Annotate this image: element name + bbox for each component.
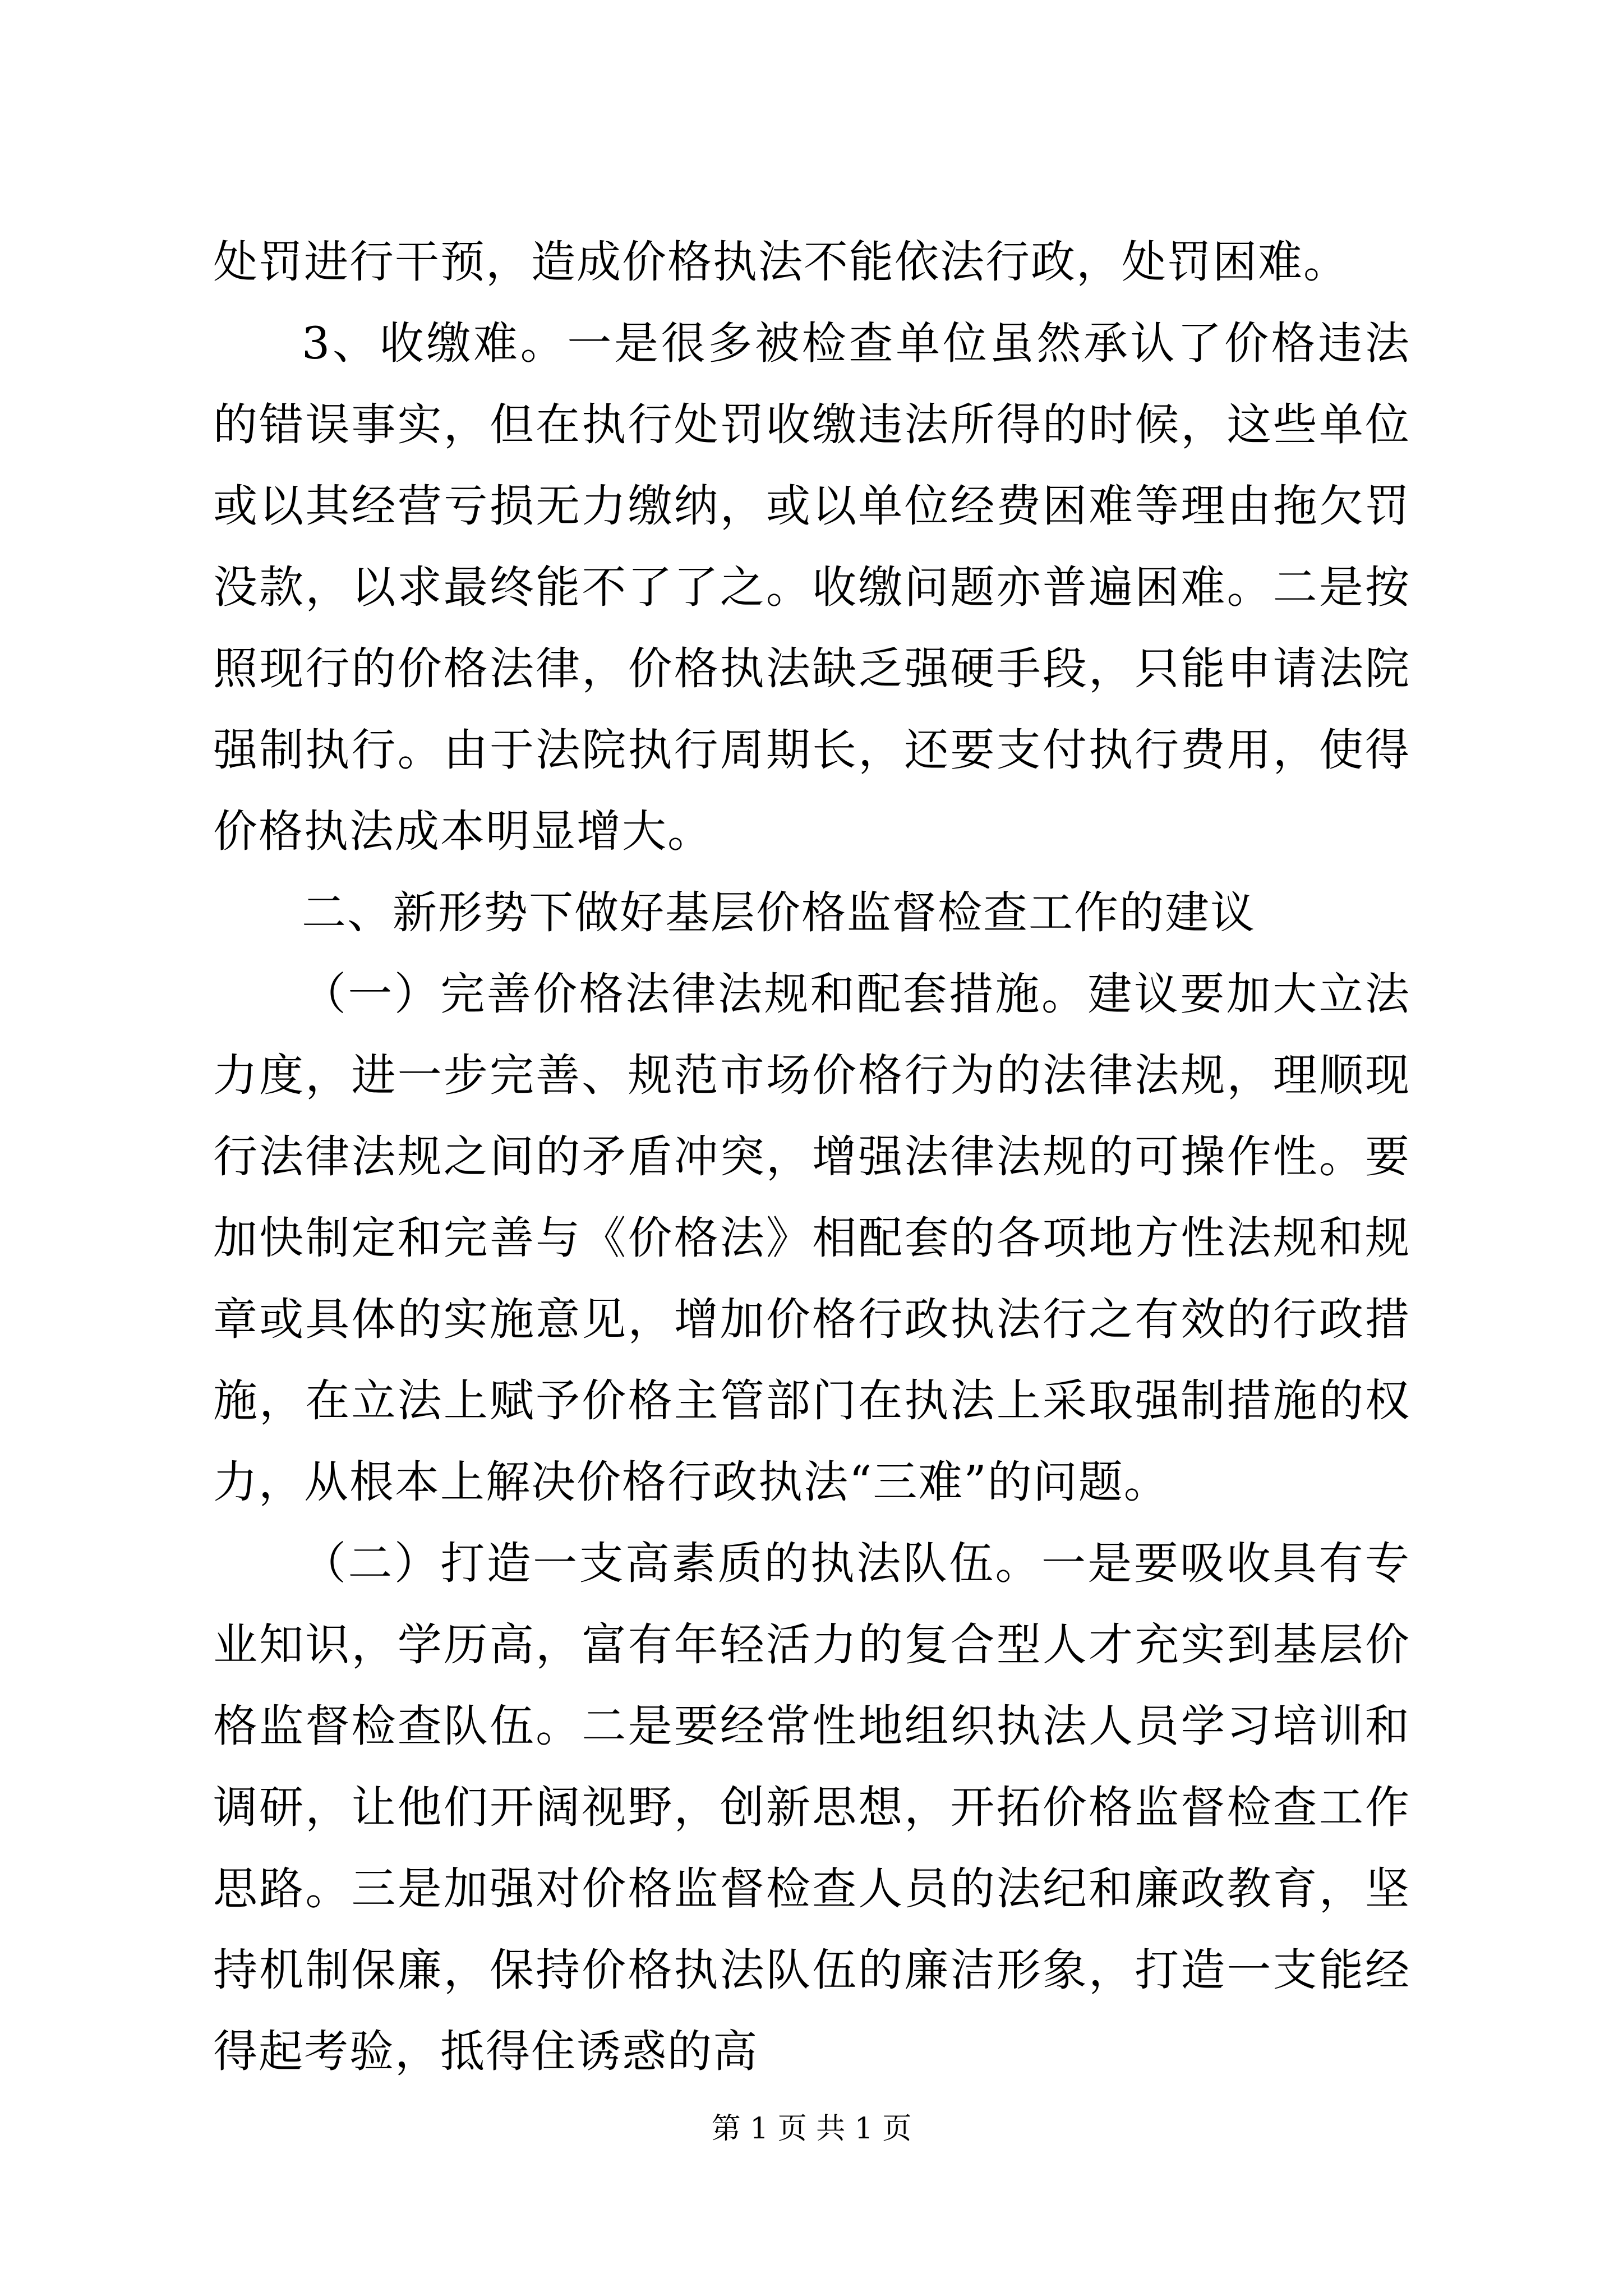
paragraph-collection-difficulty: 3、收缴难。一是很多被检查单位虽然承认了价格违法的错误事实，但在执行处罚收缴违法所得的时候，这些单位或以其经营亏损无力缴纳，或以单位经费困难等理由拖欠罚没款，以求最终能不了了之。收缴问题亦普遍困难。二是按照现行的价格法律，价格执法缺乏强硬手段，只能申请法院强制执行。由于法院执行周期长，还要支付执行费用，使得价格执法成本明显增大。 bbox=[213, 318, 1410, 857]
paragraph-continuation: 处罚进行干预，造成价格执法不能依法行政，处罚困难。 bbox=[213, 236, 1349, 288]
section-heading-suggestions: 二、新形势下做好基层价格监督检查工作的建议 bbox=[302, 887, 1256, 938]
page-number-footer: 第 1 页 共 1 页 bbox=[711, 2112, 912, 2146]
paragraph-improve-laws: （一）完善价格法律法规和配套措施。建议要加大立法力度，进一步完善、规范市场价格行为的法律法规，理顺现行法律法规之间的矛盾冲突，增强法律法规的可操作性。要加快制定和完善与《价格法》相配套的各项地方性法规和规章或具体的实施意见，增加价格行政执法行之有效的行政措施，在立法上赋予价格主管部门在执法上采取强制措施的权力，从根本上解决价格行政执法“三难”的问题。 bbox=[213, 968, 1410, 1508]
paragraph-build-team: （二）打造一支高素质的执法队伍。一是要吸收具有专业知识，学历高，富有年轻活力的复合型人才充实到基层价格监督检查队伍。二是要经常性地组织执法人员学习培训和调研，让他们开阔视野，创新思想，开拓价格监督检查工作思路。三是加强对价格监督检查人员的法纪和廉政教育，坚持机制保廉，保持价格执法队伍的廉洁形象，打造一支能经得起考验，抵得住诱惑的高 bbox=[213, 1538, 1410, 2077]
document-body bbox=[213, 222, 1410, 2092]
